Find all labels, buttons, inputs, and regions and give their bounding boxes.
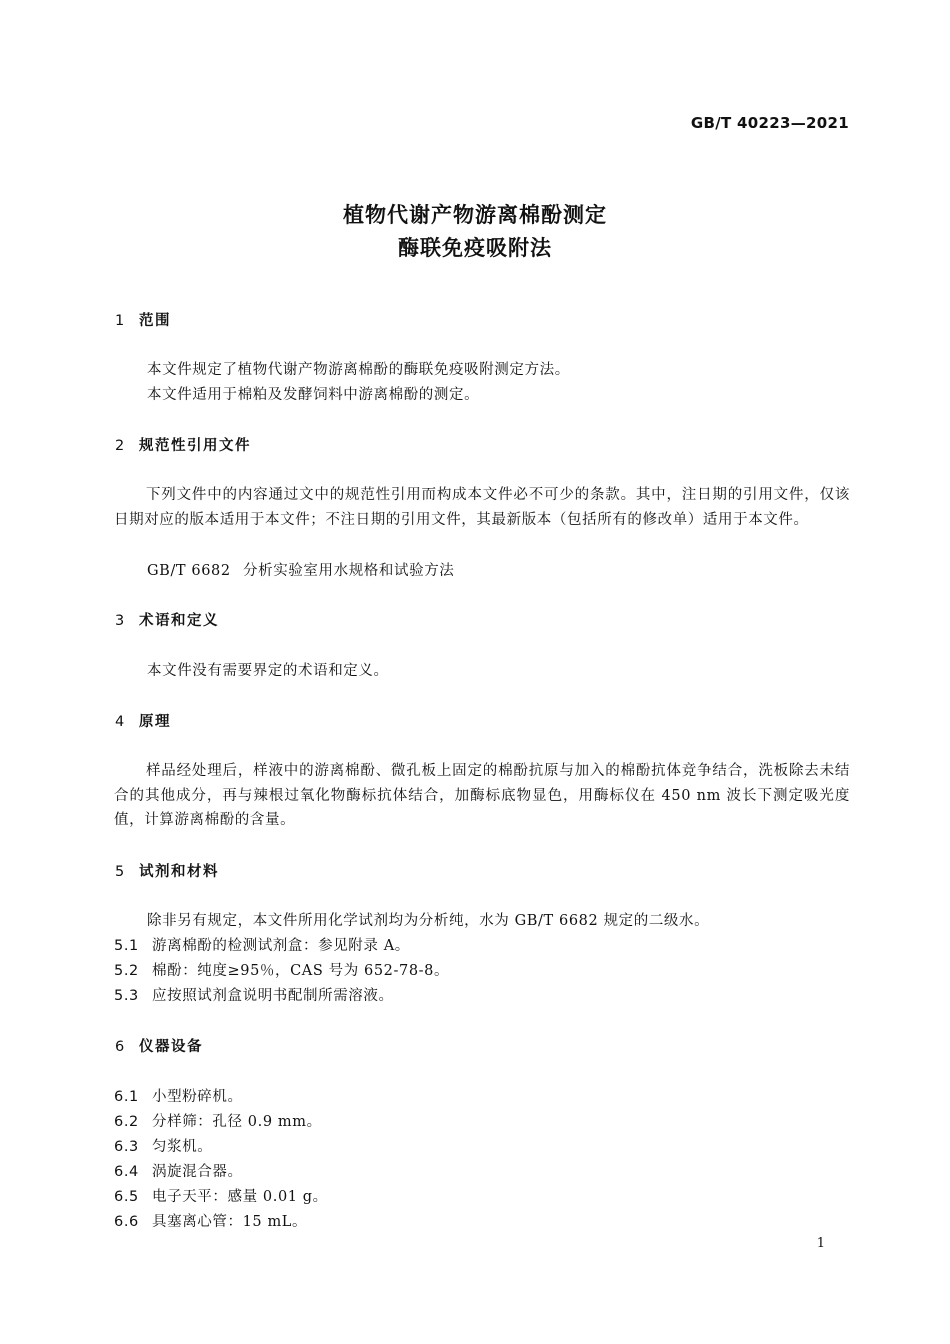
list-item <box>114 984 394 1005</box>
section-title: 原理 <box>139 714 171 730</box>
section-title: 试剂和材料 <box>139 864 219 880</box>
document-subtitle: 酶联免疫吸附法 <box>398 236 552 260</box>
item-number: 6.6 <box>114 1214 139 1230</box>
principle-paragraph: 样品经处理后，样液中的游离棉酚、微孔板上固定的棉酚抗原与加入的棉酚抗体竞争结合，洗板除去未结合的其他成分，再与辣根过氧化物酶标抗体结合，加酶标底物显色，用酶标仪在 450 nm 波长下测定吸光度值，计算游离棉酚的含量。 <box>114 763 850 828</box>
section-title: 仪器设备 <box>139 1039 203 1055</box>
standard-number: GB/T 40223—2021 <box>690 114 849 132</box>
section-heading-terms <box>115 609 219 630</box>
item-number: 6.3 <box>114 1139 139 1155</box>
list-item <box>114 1210 307 1231</box>
item-number: 6.2 <box>114 1114 139 1130</box>
item-text: 小型粉碎机。 <box>152 1089 243 1105</box>
list-item <box>114 1135 212 1156</box>
reference-entry <box>147 559 454 580</box>
section-number: 5 <box>115 864 126 880</box>
section-number: 6 <box>115 1039 126 1055</box>
item-number: 6.1 <box>114 1089 139 1105</box>
section-heading-normative-references <box>115 434 251 455</box>
page-number: 1 <box>816 1236 825 1251</box>
item-text: 电子天平：感量 0.01 g。 <box>152 1189 328 1205</box>
list-item <box>114 1160 243 1181</box>
item-number: 5.3 <box>114 988 139 1004</box>
list-item <box>114 1110 322 1131</box>
item-number: 6.5 <box>114 1189 139 1205</box>
scope-paragraph-2: 本文件适用于棉粕及发酵饲料中游离棉酚的测定。 <box>147 387 480 403</box>
list-item <box>114 1185 328 1206</box>
reagents-paragraph: 除非另有规定，本文件所用化学试剂均为分析纯，水为 GB/T 6682 规定的二级水。 <box>147 913 710 929</box>
item-text: 具塞离心管：15 mL。 <box>152 1214 308 1230</box>
section-heading-scope <box>115 309 171 330</box>
item-number: 5.2 <box>114 963 139 979</box>
references-paragraph: 下列文件中的内容通过文中的规范性引用而构成本文件必不可少的条款。其中，注日期的引用文件，仅该日期对应的版本适用于本文件；不注日期的引用文件，其最新版本（包括所有的修改单）适用于本文件。 <box>114 487 850 528</box>
section-heading-reagents <box>115 860 219 881</box>
list-item <box>114 1085 243 1106</box>
terms-paragraph: 本文件没有需要界定的术语和定义。 <box>147 663 389 679</box>
section-number: 4 <box>115 714 126 730</box>
item-text: 应按照试剂盒说明书配制所需溶液。 <box>152 988 394 1004</box>
item-number: 5.1 <box>114 938 139 954</box>
list-item <box>114 934 410 955</box>
item-text: 分样筛：孔径 0.9 mm。 <box>152 1114 322 1130</box>
section-title: 术语和定义 <box>139 613 219 629</box>
section-number: 1 <box>115 313 126 329</box>
section-title: 规范性引用文件 <box>139 438 251 454</box>
item-text: 匀浆机。 <box>152 1139 213 1155</box>
item-text: 游离棉酚的检测试剂盒：参见附录 A。 <box>152 938 410 954</box>
section-number: 2 <box>115 438 126 454</box>
section-heading-apparatus <box>115 1035 203 1056</box>
item-number: 6.4 <box>114 1164 139 1180</box>
section-heading-principle <box>115 710 171 731</box>
reference-title: 分析实验室用水规格和试验方法 <box>243 563 455 579</box>
item-text: 棉酚：纯度≥95％，CAS 号为 652-78-8。 <box>152 963 450 979</box>
document-title: 植物代谢产物游离棉酚测定 <box>343 203 607 227</box>
section-number: 3 <box>115 613 126 629</box>
section-title: 范围 <box>139 313 171 329</box>
reference-code: GB/T 6682 <box>147 563 231 579</box>
scope-paragraph-1: 本文件规定了植物代谢产物游离棉酚的酶联免疫吸附测定方法。 <box>147 362 570 378</box>
list-item <box>114 959 449 980</box>
item-text: 涡旋混合器。 <box>152 1164 243 1180</box>
